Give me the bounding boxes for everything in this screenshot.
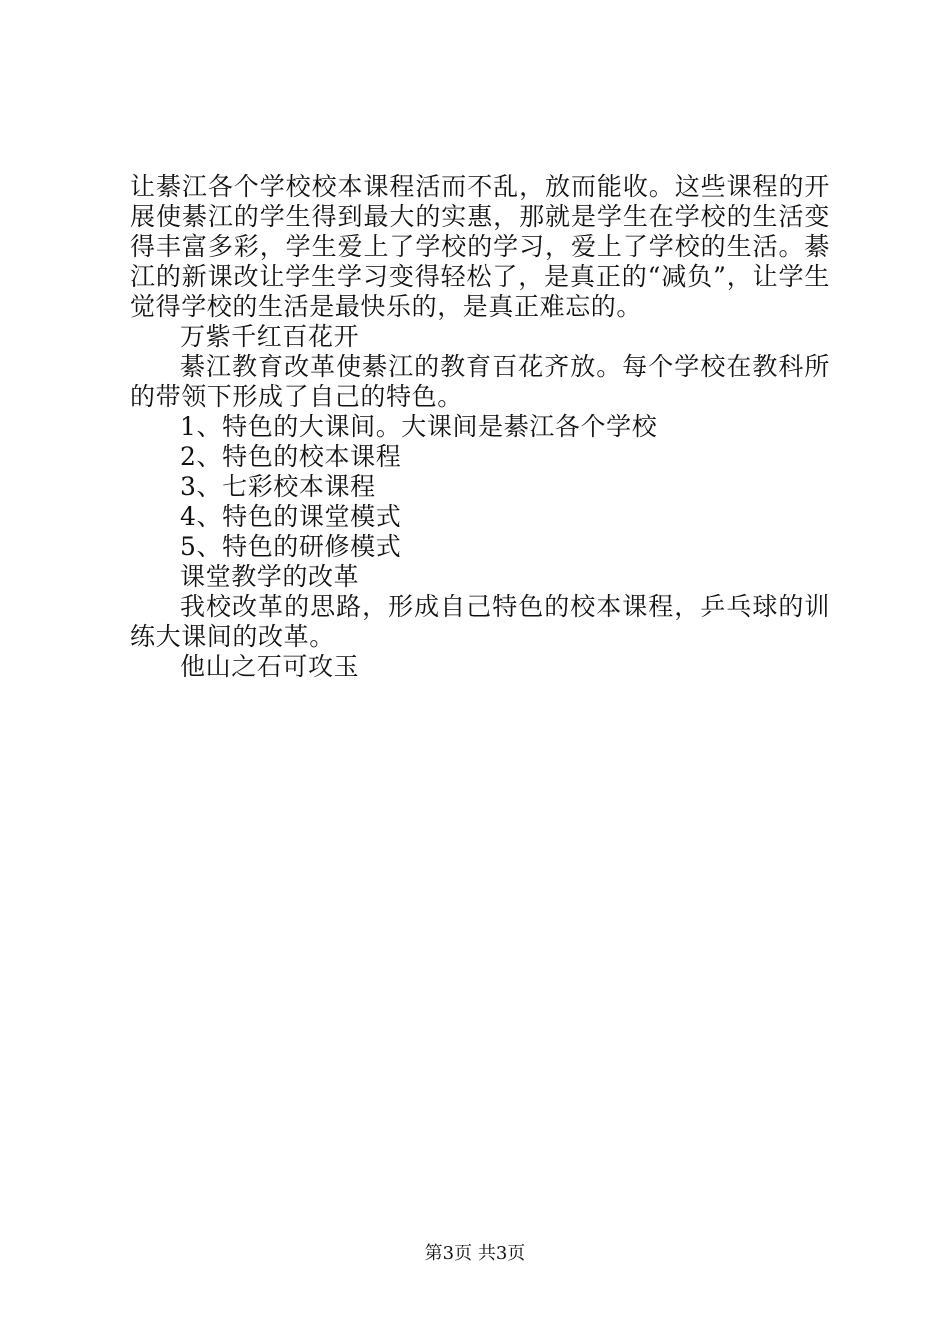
paragraph-continuation: 让綦江各个学校校本课程活而不乱，放而能收。这些课程的开展使綦江的学生得到最大的实惠，那就是学生在学校的生活变得丰富多彩，学生爱上了学校的学习，爱上了学校的生活。綦江的新课改让学生学习变得轻松了，是真正的“减负”，让学生觉得学校的生活是最快乐的，是真正难忘的。 [130,172,830,321]
section-heading-other-mountain: 他山之石可攻玉 [180,652,360,681]
section-heading-classroom: 课堂教学的改革 [180,562,360,591]
list-item-2: 2、特色的校本课程 [180,442,402,471]
list-item-1: 1、特色的大课间。大课间是綦江各个学校 [180,412,658,441]
section-heading-flowers: 万紫千红百花开 [180,322,360,351]
page-footer: 第3页 共3页 [424,1243,526,1264]
list-item-5: 5、特色的研修模式 [180,532,402,561]
document-body [130,172,830,682]
list-item-3: 3、七彩校本课程 [180,472,376,501]
paragraph-school-reform: 我校改革的思路，形成自己特色的校本课程，乒乓球的训练大课间的改革。 [130,592,830,651]
paragraph-reform-intro: 綦江教育改革使綦江的教育百花齐放。每个学校在教科所的带领下形成了自己的特色。 [130,352,830,411]
list-item-4: 4、特色的课堂模式 [180,502,402,531]
